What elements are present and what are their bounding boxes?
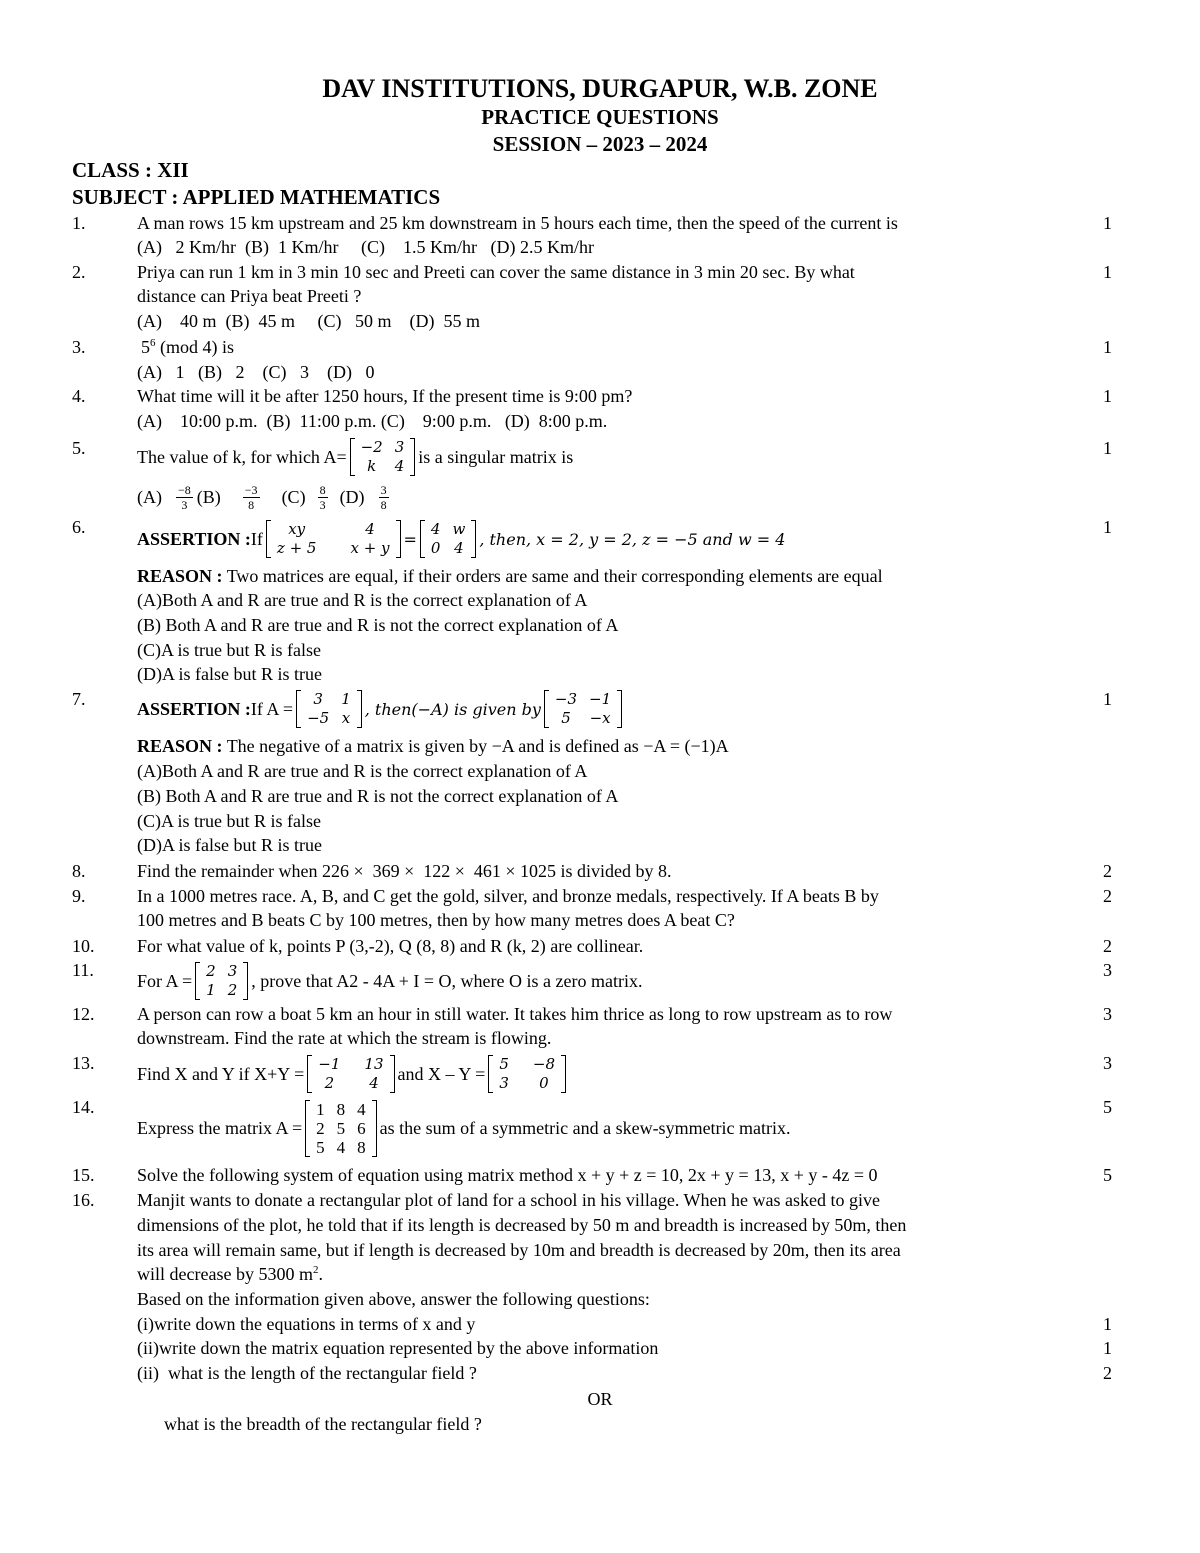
matrix-cell: 3 (499, 1074, 509, 1092)
paper-title: PRACTICE QUESTIONS (481, 105, 719, 129)
option-label: (D) (339, 486, 365, 507)
class-label: CLASS : XII (72, 158, 189, 182)
matrix-cell: xy (288, 520, 306, 538)
question-marks: 2 (1103, 861, 1112, 881)
question-number: 8. (72, 861, 86, 881)
option-a (0, 590, 1200, 616)
question-10 (0, 936, 1200, 962)
question-number: 1. (72, 213, 86, 233)
question-number: 10. (72, 936, 95, 956)
option-text: (D)A is false but R is true (137, 664, 322, 684)
or-divider: OR (587, 1389, 613, 1409)
question-7-assertion (137, 687, 625, 731)
option-text: (B) Both A and R are true and R is not the correct explanation of A (137, 786, 619, 806)
matrix-cell: x (341, 709, 351, 727)
denominator: 3 (319, 497, 326, 512)
question-text: In a 1000 metres race. A, B, and C get the gold, silver, and bronze medals, respectively. If A beats B by (137, 886, 879, 906)
question-4 (0, 386, 1200, 412)
matrix-cell: 4 (357, 1099, 366, 1119)
question-2-options (0, 311, 1200, 337)
options-text: (A) 1 (B) 2 (C) 3 (D) 0 (137, 362, 375, 382)
option-d (0, 835, 1200, 861)
matrix (350, 438, 416, 476)
question-6-assertion (137, 516, 785, 562)
question-number: 3. (72, 337, 86, 357)
matrix-cell: 4 (365, 520, 375, 538)
matrix (266, 520, 401, 558)
matrix-cell: 4 (454, 539, 464, 557)
subject-label: SUBJECT : APPLIED MATHEMATICS (72, 185, 441, 209)
question-text-rest: as the sum of a symmetric and a skew-symmetric matrix. (379, 1117, 791, 1138)
question-16-line-4 (0, 1264, 1200, 1290)
option-a (0, 761, 1200, 787)
question-text: Express the matrix A = (137, 1117, 303, 1138)
question-2-continued (0, 286, 1200, 312)
institution-heading: DAV INSTITUTIONS, DURGAPUR, W.B. ZONE (322, 74, 878, 103)
assertion-middle: , then(−A) is given by (364, 699, 541, 719)
question-text: distance can Priya beat Preeti ? (137, 286, 362, 306)
matrix-cell: 2 (316, 1118, 325, 1138)
question-16 (0, 1190, 1200, 1216)
option-label: (C) (281, 486, 306, 507)
question-1-options (0, 237, 1200, 263)
question-16-line-5 (0, 1289, 1200, 1315)
question-5-options (137, 479, 393, 515)
matrix-cell: 2 (206, 962, 216, 980)
numerator: −8 (178, 482, 191, 497)
question-text-rest: , prove that A2 - 4A + I = O, where O is a zero matrix. (251, 970, 643, 991)
reason-text (137, 736, 729, 757)
matrix-cell: 4 (369, 1074, 379, 1092)
question-7-reason (0, 736, 1200, 762)
question-marks: 1 (1103, 337, 1112, 357)
assertion-text: If A = (250, 698, 294, 719)
question-16-sub-2 (0, 1338, 1200, 1364)
denominator: 8 (380, 497, 387, 512)
question-text: its area will remain same, but if length is decreased by 10m and breadth is decreased by 20m, then its area (137, 1240, 901, 1260)
numerator: 3 (380, 482, 387, 497)
matrix-cell: 1 (206, 981, 216, 999)
fraction (379, 483, 389, 512)
question-marks: 2 (1103, 886, 1112, 906)
sub-question-text: (ii)write down the matrix equation represented by the above information (137, 1338, 659, 1358)
question-number: 2. (72, 262, 86, 282)
question-text: A man rows 15 km upstream and 25 km downstream in 5 hours each time, then the speed of the current is (137, 213, 898, 233)
question-3 (0, 337, 1200, 363)
question-marks: 3 (1103, 1004, 1112, 1024)
question-1 (0, 213, 1200, 239)
question-text (141, 337, 234, 358)
matrix-cell: 0 (539, 1074, 549, 1092)
question-number: 14. (72, 1097, 95, 1117)
question-text-middle: and X – Y = (397, 1063, 486, 1084)
reason-text (137, 566, 883, 587)
matrix-cell: 13 (364, 1055, 384, 1073)
question-16-alternative (0, 1414, 1200, 1440)
question-text-rest: is a singular matrix is (418, 446, 574, 467)
question-number: 13. (72, 1053, 95, 1073)
matrix (305, 1100, 377, 1157)
power-exponent: 6 (150, 337, 156, 349)
question-marks: 3 (1103, 1053, 1112, 1073)
matrix-cell: 5 (316, 1137, 325, 1157)
question-16-sub-3 (0, 1363, 1200, 1389)
options-text: (A) 10:00 p.m. (B) 11:00 p.m. (C) 9:00 p.m. (D) 8:00 p.m. (137, 411, 608, 431)
question-text-rest: (mod 4) is (155, 337, 234, 357)
question-marks: 1 (1103, 517, 1112, 537)
session-heading: SESSION – 2023 – 2024 (492, 132, 708, 156)
matrix-cell: 2 (324, 1074, 335, 1092)
option-text: (D)A is false but R is true (137, 835, 322, 855)
matrix (296, 690, 362, 728)
fraction (243, 483, 260, 512)
question-number: 6. (72, 517, 86, 537)
question-marks: 1 (1103, 213, 1112, 233)
numerator: −3 (244, 482, 258, 497)
matrix-cell: 2 (227, 981, 238, 999)
option-text: (C)A is true but R is false (137, 640, 321, 660)
question-marks: 1 (1103, 438, 1112, 458)
matrix-cell: k (367, 457, 377, 475)
question-16-sub-1 (0, 1314, 1200, 1340)
question-8 (0, 861, 1200, 887)
question-number: 4. (72, 386, 86, 406)
question-text: 100 metres and B beats C by 100 metres, then by how many metres does A beat C? (137, 910, 735, 930)
question-number: 5. (72, 438, 86, 458)
matrix-cell: −8 (532, 1055, 555, 1073)
matrix-cell: −5 (307, 709, 330, 727)
superscript: 2 (312, 1264, 319, 1276)
question-number: 11. (72, 960, 94, 980)
option-text: (B) Both A and R are true and R is not the correct explanation of A (137, 615, 619, 635)
matrix-cell: 3 (313, 690, 323, 708)
matrix (420, 520, 476, 558)
matrix-cell: −2 (360, 438, 383, 456)
matrix-cell: w (452, 520, 466, 538)
matrix-cell: 8 (336, 1099, 346, 1119)
question-marks: 3 (1103, 960, 1112, 980)
matrix-cell: −1 (589, 690, 612, 708)
options-text: (A) 2 Km/hr (B) 1 Km/hr (C) 1.5 Km/hr (D) 2.5 Km/hr (137, 237, 594, 257)
fraction (318, 483, 328, 512)
question-text (137, 1264, 323, 1285)
reason-label: REASON : (137, 736, 223, 756)
matrix-cell: 5 (499, 1055, 509, 1073)
question-text: A person can row a boat 5 km an hour in still water. It takes him thrice as long to row upstream as to row (137, 1004, 893, 1024)
reason-body: Two matrices are equal, if their orders are same and their corresponding elements are equal (222, 566, 883, 586)
question-text: Find the remainder when 226 × 369 × 122 × 461 × 1025 is divided by 8. (137, 861, 672, 881)
question-9 (0, 886, 1200, 912)
question-13-text (137, 1053, 569, 1095)
matrix-cell: 3 (394, 438, 405, 456)
question-text: Manjit wants to donate a rectangular plot of land for a school in his village. When he was asked to give (137, 1190, 880, 1210)
matrix-cell: 1 (316, 1099, 325, 1119)
question-12 (0, 1004, 1200, 1030)
matrix-cell: −x (589, 709, 611, 727)
power-base: 5 (141, 337, 150, 357)
option-b (0, 615, 1200, 641)
option-text: (A)Both A and R are true and R is the correct explanation of A (137, 761, 588, 781)
matrix (544, 690, 622, 728)
text-part: . (318, 1264, 323, 1284)
question-marks: 1 (1103, 386, 1112, 406)
matrix-cell: 5 (336, 1118, 346, 1138)
question-3-options (0, 362, 1200, 388)
question-14-text (137, 1095, 791, 1161)
question-text: Priya can run 1 km in 3 min 10 sec and Preeti can cover the same distance in 3 min 20 sec. By what (137, 262, 855, 282)
question-text: What time will it be after 1250 hours, If the present time is 9:00 pm? (137, 386, 633, 406)
assertion-label: ASSERTION : (137, 698, 251, 719)
question-4-options (0, 411, 1200, 437)
matrix-cell: x + y (350, 539, 390, 557)
question-11-text (137, 960, 642, 1002)
question-text: The value of k, for which A= (137, 446, 347, 467)
question-text: Find X and Y if X+Y = (137, 1063, 305, 1084)
matrix-cell: −3 (554, 690, 578, 708)
question-marks: 5 (1103, 1097, 1112, 1117)
question-text: dimensions of the plot, he told that if its length is decreased by 50 m and breadth is increased by 50m, then (137, 1215, 907, 1235)
question-marks: 1 (1103, 689, 1112, 709)
question-text: Based on the information given above, answer the following questions: (137, 1289, 650, 1309)
question-12-continued (0, 1028, 1200, 1054)
text-part: will decrease by 5300 m (137, 1264, 313, 1284)
assertion-text: If (250, 528, 263, 549)
fraction (176, 483, 193, 512)
matrix-cell: 0 (430, 539, 441, 557)
reason-label: REASON : (137, 566, 223, 586)
question-marks: 1 (1103, 262, 1112, 282)
matrix-cell: z + 5 (276, 539, 317, 557)
matrix-cell: 5 (561, 709, 571, 727)
option-c (0, 640, 1200, 666)
sub-question-text: (ii) what is the length of the rectangular field ? (137, 1363, 477, 1383)
question-5-text (137, 436, 573, 478)
question-2 (0, 262, 1200, 288)
question-number: 7. (72, 689, 86, 709)
question-number: 9. (72, 886, 86, 906)
denominator: 3 (181, 497, 188, 512)
question-16-line-2 (0, 1215, 1200, 1241)
equals-sign: = (403, 529, 417, 549)
option-label: (B) (196, 486, 221, 507)
option-text: (C)A is true but R is false (137, 811, 321, 831)
question-text: For what value of k, points P (3,-2), Q (8, 8) and R (k, 2) are collinear. (137, 936, 644, 956)
reason-body: The negative of a matrix is given by −A and is defined as −A = (−1)A (222, 736, 729, 756)
question-number: 12. (72, 1004, 95, 1024)
question-marks: 2 (1103, 936, 1112, 956)
matrix (488, 1055, 566, 1093)
matrix-cell: 4 (394, 457, 405, 475)
sub-question-marks: 2 (1103, 1363, 1112, 1383)
question-marks: 5 (1103, 1165, 1112, 1185)
question-number: 16. (72, 1190, 95, 1210)
question-15 (0, 1165, 1200, 1191)
option-text: (A)Both A and R are true and R is the correct explanation of A (137, 590, 588, 610)
question-16-line-3 (0, 1240, 1200, 1266)
sub-question-text: what is the breadth of the rectangular field ? (164, 1414, 482, 1434)
sub-question-text: (i)write down the equations in terms of x and y (137, 1314, 476, 1334)
assertion-conclusion: , then, x = 2, y = 2, z = −5 and w = 4 (479, 529, 786, 549)
matrix-cell: 4 (336, 1137, 346, 1157)
question-9-continued (0, 910, 1200, 936)
question-text: For A = (137, 970, 193, 991)
matrix-cell: 8 (357, 1137, 366, 1157)
matrix-cell: 3 (227, 962, 238, 980)
numerator: 8 (319, 482, 326, 497)
question-number: 15. (72, 1165, 95, 1185)
question-6-reason (0, 566, 1200, 592)
options-text: (A) 40 m (B) 45 m (C) 50 m (D) 55 m (137, 311, 480, 331)
option-b (0, 786, 1200, 812)
matrix (195, 962, 248, 1000)
assertion-label: ASSERTION : (137, 528, 251, 549)
sub-question-marks: 1 (1103, 1338, 1112, 1358)
matrix-cell: 4 (430, 520, 441, 538)
matrix-cell: 1 (341, 690, 351, 708)
matrix (307, 1055, 394, 1093)
denominator: 8 (248, 497, 255, 512)
option-label: (A) (137, 486, 162, 507)
question-text: downstream. Find the rate at which the stream is flowing. (137, 1028, 552, 1048)
matrix-cell: −1 (318, 1055, 341, 1073)
option-c (0, 811, 1200, 837)
matrix-cell: 6 (357, 1118, 366, 1138)
sub-question-marks: 1 (1103, 1314, 1112, 1334)
question-text: Solve the following system of equation using matrix method x + y + z = 10, 2x + y = 13, x + y - 4z = 0 (137, 1165, 878, 1185)
